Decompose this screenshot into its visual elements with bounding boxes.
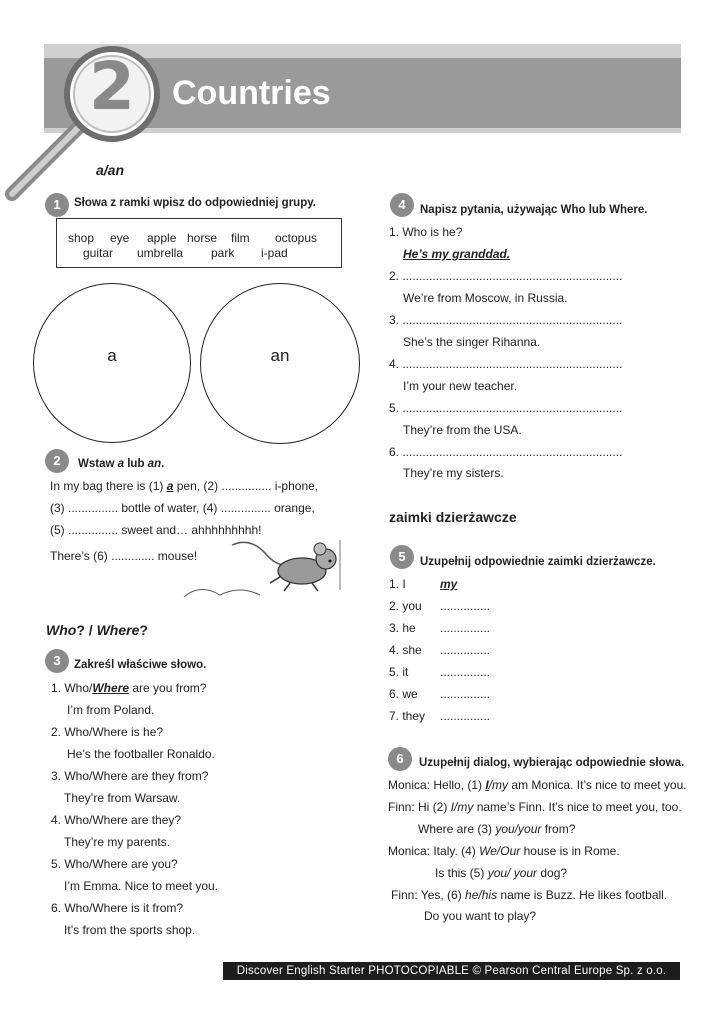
ex4-q6: 6. .................................................................. — [389, 445, 623, 459]
word: i-pad — [261, 246, 288, 260]
section-title-possessives: zaimki dzierżawcze — [389, 509, 517, 525]
ex5-answer: ............... — [440, 599, 491, 613]
ex2-line-4: There’s (6) ............. mouse! — [50, 549, 198, 563]
text: 1. Who/ — [51, 681, 93, 695]
text: /my — [488, 778, 509, 792]
exercise-badge-4 — [389, 192, 415, 218]
circle-an-label: an — [270, 346, 290, 365]
ex5-answer: my — [440, 577, 458, 591]
answer: a — [166, 479, 174, 493]
ex5-pron: 7. they — [389, 709, 426, 723]
option: you/ your — [487, 866, 538, 880]
text: Who — [46, 622, 77, 638]
ex6-line-1 — [388, 778, 687, 792]
ex3-q6: 6. Who/Where is it from? — [51, 901, 184, 915]
exercise-badge-1 — [44, 192, 70, 218]
exercise-number: 6 — [396, 751, 404, 766]
word: guitar — [83, 246, 114, 260]
ex5-pron: 6. we — [389, 687, 418, 701]
ex4-instruction: Napisz pytania, używając Who lub Where. — [420, 204, 648, 216]
text: name is Buzz. He likes football. — [497, 888, 668, 902]
exercise-number: 1 — [53, 197, 61, 212]
text: ? — [139, 622, 148, 638]
circle-a-label: a — [107, 346, 117, 365]
text: are you from? — [129, 681, 207, 695]
ex3-q3: 3. Who/Where are they from? — [51, 769, 209, 783]
text: Monica: Italy. (4) — [388, 844, 480, 858]
word: film — [231, 231, 250, 245]
ex4-a1: He’s my granddad. — [403, 247, 511, 261]
ex3-a1: I’m from Poland. — [67, 703, 155, 717]
ex3-a6: It’s from the sports shop. — [64, 923, 196, 937]
exercise-number: 5 — [398, 549, 406, 564]
ex5-answer: ............... — [440, 643, 491, 657]
text: Wstaw — [78, 458, 118, 470]
exercise-badge-6 — [387, 746, 413, 772]
ex4-a6: They’re my sisters. — [403, 466, 504, 480]
page-title: Countries — [172, 74, 331, 112]
text: house is in Rome. — [520, 844, 620, 858]
text: In my bag there is (1) — [50, 479, 167, 493]
ex5-pron: 4. she — [389, 643, 422, 657]
ex3-a3: They’re from Warsaw. — [64, 791, 181, 805]
ex6-line-4 — [388, 844, 620, 858]
section-title-who-where — [46, 622, 148, 638]
ex4-q4: 4. .................................................................. — [389, 357, 623, 371]
ex4-q1: 1. Who is he? — [389, 225, 463, 239]
text: Where are (3) — [418, 822, 496, 836]
exercise-badge-2 — [44, 448, 70, 474]
exercise-number: 4 — [398, 197, 406, 212]
word: eye — [110, 231, 130, 245]
ex5-pron: 5. it — [389, 665, 409, 679]
ex4-a2: We’re from Moscow, in Russia. — [403, 291, 568, 305]
word: apple — [147, 231, 177, 245]
footer-copyright: Discover English Starter PHOTOCOPIABLE © Pearson Central Europe Sp. z o.o. — [223, 962, 680, 980]
text: dog? — [537, 866, 568, 880]
ex4-q5: 5. .................................................................. — [389, 401, 623, 415]
word: park — [211, 246, 235, 260]
exercise-badge-5 — [389, 544, 415, 570]
text: Is this (5) — [435, 866, 488, 880]
ex6-line-7: Do you want to play? — [424, 909, 537, 923]
ex1-instruction: Słowa z ramki wpisz do odpowiedniej grupy. — [74, 197, 316, 209]
ex6-line-3 — [418, 822, 575, 836]
exercise-number: 2 — [53, 453, 61, 468]
answer: I — [485, 778, 489, 792]
ex2-instruction — [78, 458, 164, 470]
text: an — [147, 458, 162, 470]
word-box — [56, 218, 342, 268]
magnifier-icon — [0, 40, 170, 205]
mouse-illustration — [180, 535, 350, 600]
option: he/his — [465, 888, 498, 902]
ex5-answer: ............... — [440, 709, 491, 723]
text: Monica: Hello, (1) — [388, 778, 486, 792]
circle-an — [200, 283, 360, 444]
word: octopus — [275, 231, 318, 245]
text: a — [117, 458, 125, 470]
section-title-a-an: a/an — [96, 162, 125, 178]
text: . — [161, 458, 165, 470]
text: from? — [541, 822, 576, 836]
ex5-answer: ............... — [440, 621, 491, 635]
ex3-a5: I’m Emma. Nice to meet you. — [64, 879, 219, 893]
ex6-line-2 — [388, 800, 682, 814]
word: horse — [187, 231, 218, 245]
unit-number: 2 — [89, 48, 135, 125]
text: name’s Finn. It’s nice to meet you, too. — [473, 800, 682, 814]
text: Finn: Yes, (6) — [391, 888, 466, 902]
circle-a — [33, 283, 191, 443]
ex3-q1 — [51, 681, 206, 695]
answer: Where — [92, 681, 130, 695]
ex3-a2: He’s the footballer Ronaldo. — [67, 747, 215, 761]
exercise-badge-3 — [44, 648, 70, 674]
ex3-instruction: Zakreśl właściwe słowo. — [74, 659, 207, 671]
text: Where — [96, 622, 140, 638]
ex6-line-6 — [391, 888, 667, 902]
ex4-q3: 3. .................................................................. — [389, 313, 623, 327]
option: We/Our — [479, 844, 521, 858]
ex3-q4: 4. Who/Where are they? — [51, 813, 182, 827]
ex5-pron: 2. you — [389, 599, 422, 613]
ex4-a4: I’m your new teacher. — [403, 379, 518, 393]
ex5-instruction: Uzupełnij odpowiednie zaimki dzierżawcze. — [420, 556, 656, 568]
option: you/your — [495, 822, 542, 836]
text: pen, (2) ............... i-phone, — [173, 479, 319, 493]
text: Finn: Hi (2) — [388, 800, 451, 814]
ex3-a4: They’re my parents. — [64, 835, 171, 849]
ex2-line-2: (3) ............... bottle of water, (4) ............... orange, — [50, 501, 315, 515]
ex2-line-3: (5) ............... sweet and… ahhhhhhhhh! — [50, 523, 262, 537]
ex4-a5: They’re from the USA. — [403, 423, 522, 437]
text: am Monica. It’s nice to meet you. — [508, 778, 687, 792]
exercise-number: 3 — [53, 653, 61, 668]
ex5-answer: ............... — [440, 687, 491, 701]
ex5-answer: ............... — [440, 665, 491, 679]
ex2-line-1 — [50, 479, 318, 493]
ex4-a3: She’s the singer Rihanna. — [403, 335, 541, 349]
text: lub — [124, 458, 148, 470]
ex5-pron: 3. he — [389, 621, 416, 635]
ex5-pron: 1. I — [389, 577, 406, 591]
ex6-instruction: Uzupełnij dialog, wybierając odpowiednie słowa. — [419, 757, 685, 769]
ex4-q2: 2. .................................................................. — [389, 269, 623, 283]
option: I/my — [450, 800, 474, 814]
word: shop — [68, 231, 95, 245]
text: ? / — [76, 622, 97, 638]
word: umbrella — [137, 246, 184, 260]
ex3-q5: 5. Who/Where are you? — [51, 857, 178, 871]
ex3-q2: 2. Who/Where is he? — [51, 725, 164, 739]
ex6-line-5 — [435, 866, 567, 880]
